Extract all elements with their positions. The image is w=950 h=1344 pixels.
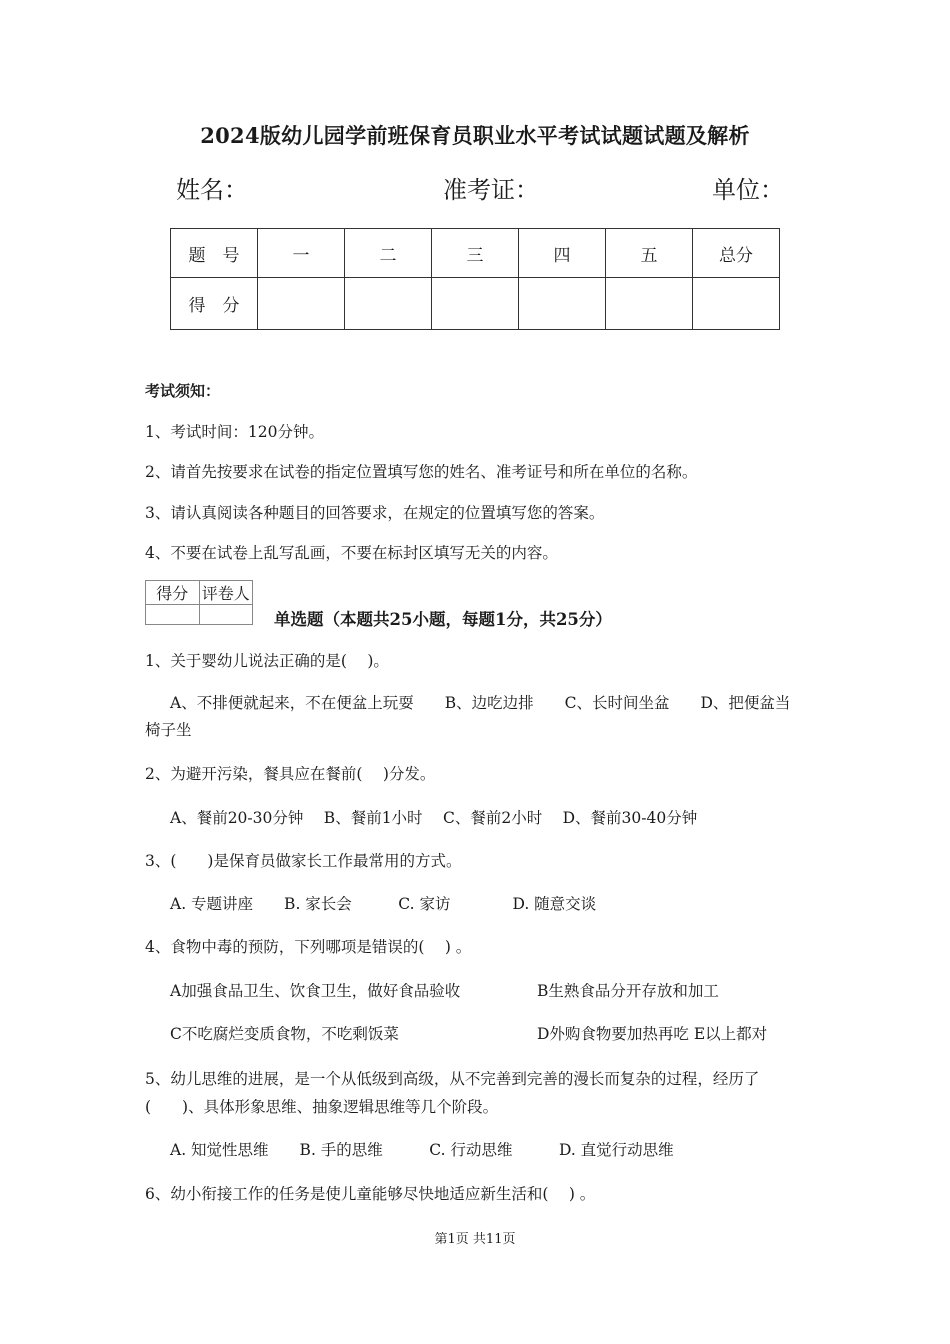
score-input-cell[interactable] (519, 278, 606, 330)
section-title: 单选题（本题共25小题，每题1分，共25分） (274, 610, 612, 629)
page-title: 2024版幼儿园学前班保育员职业水平考试试题试题及解析 (200, 123, 750, 148)
score-table-cell: 三 (432, 229, 519, 278)
question-3-stem: 3、( )是保育员做家长工作最常用的方式。 (145, 852, 462, 870)
page-footer: 第1页 共11页 (434, 1232, 516, 1247)
question-1-options-cont: 椅子坐 (145, 721, 192, 739)
question-5-stem: 5、幼儿思维的进展，是一个从低级到高级，从不完善到完善的漫长而复杂的过程，经历了 (145, 1070, 760, 1088)
score-table-cell: 得 分 (171, 278, 258, 330)
notice-item: 3、请认真阅读各种题目的回答要求，在规定的位置填写您的答案。 (145, 504, 605, 522)
question-5-stem-cont: ( )、具体形象思维、抽象逻辑思维等几个阶段。 (145, 1098, 499, 1116)
question-3-options: A. 专题讲座 B. 家长会 C. 家访 D. 随意交谈 (170, 895, 597, 913)
score-table-cell: 五 (606, 229, 693, 278)
notice-item: 4、不要在试卷上乱写乱画，不要在标封区填写无关的内容。 (145, 544, 558, 562)
score-input-cell[interactable] (258, 278, 345, 330)
score-input-cell[interactable] (432, 278, 519, 330)
question-4-stem: 4、食物中毒的预防，下列哪项是错误的( ) 。 (145, 938, 472, 956)
question-5-options: A. 知觉性思维 B. 手的思维 C. 行动思维 D. 直觉行动思维 (170, 1141, 674, 1159)
score-input-cell[interactable] (606, 278, 693, 330)
score-table-cell: 题 号 (171, 229, 258, 278)
score-table (170, 228, 780, 330)
score-table-score-row (171, 278, 780, 330)
grader-box-score-cell[interactable] (146, 605, 200, 625)
question-4-option-b: B生熟食品分开存放和加工 (537, 982, 719, 1000)
score-input-cell[interactable] (345, 278, 432, 330)
score-table-header-row (171, 229, 780, 278)
score-table-cell: 四 (519, 229, 606, 278)
question-6-stem: 6、幼小衔接工作的任务是使儿童能够尽快地适应新生活和( ) 。 (145, 1185, 596, 1203)
grader-box-grader-label: 评卷人 (199, 581, 253, 605)
score-input-cell[interactable] (693, 278, 780, 330)
notice-heading: 考试须知： (145, 382, 221, 400)
question-2-options: A、餐前20-30分钟 B、餐前1小时 C、餐前2小时 D、餐前30-40分钟 (170, 809, 698, 827)
unit-label: 单位： (712, 176, 784, 204)
question-1-options: A、不排便就起来，不在便盆上玩耍 B、边吃边排 C、长时间坐盆 D、把便盆当 (170, 694, 791, 712)
notice-item: 1、考试时间：120分钟。 (145, 423, 324, 441)
grader-box-score-label: 得分 (146, 581, 200, 605)
name-label: 姓名： (176, 176, 248, 204)
question-2-stem: 2、为避开污染，餐具应在餐前( )分发。 (145, 765, 436, 783)
grader-box (145, 580, 253, 625)
notice-item: 2、请首先按要求在试卷的指定位置填写您的姓名、准考证号和所在单位的名称。 (145, 463, 698, 481)
score-table-cell: 总分 (693, 229, 780, 278)
grader-box-grader-cell[interactable] (199, 605, 253, 625)
question-1-stem: 1、关于婴幼儿说法正确的是( )。 (145, 652, 389, 670)
question-4-option-c: C不吃腐烂变质食物，不吃剩饭菜 (170, 1025, 399, 1043)
score-table-cell: 二 (345, 229, 432, 278)
question-4-option-a: A加强食品卫生、饮食卫生，做好食品验收 (170, 982, 461, 1000)
exam-id-label: 准考证： (443, 176, 539, 204)
score-table-cell: 一 (258, 229, 345, 278)
question-4-option-d: D外购食物要加热再吃 E以上都对 (537, 1025, 768, 1043)
